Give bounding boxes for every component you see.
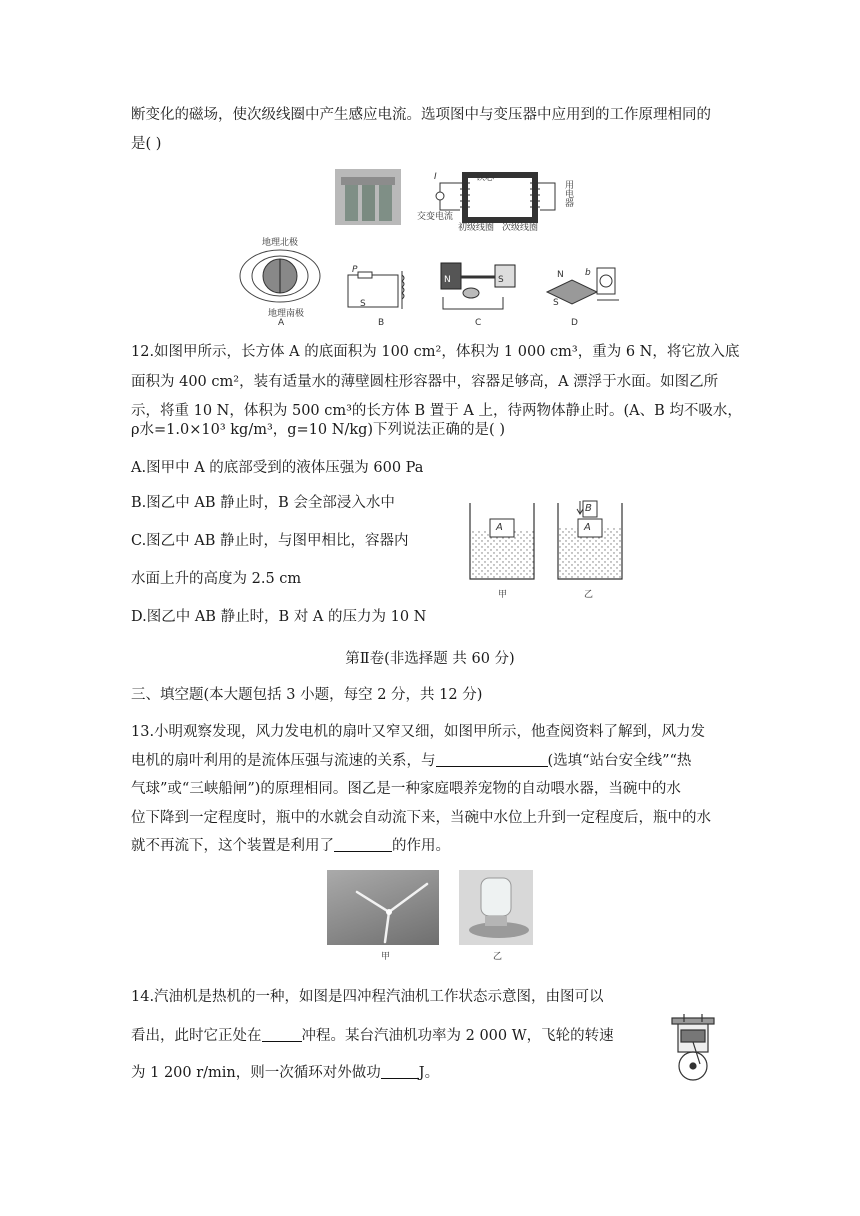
q14-line-2-start: 看出，此时它正处在 <box>131 1028 262 1044</box>
q13-caption-yi: 乙 <box>493 952 503 962</box>
q12-line-3: 示，将重 10 N，体积为 500 cm³的长方体 B 置于 A 上，待两物体静止时。(A、B 均不吸水， <box>131 403 742 419</box>
option-c-motor-diagram <box>433 255 523 317</box>
q12-caption-jia: 甲 <box>498 590 508 600</box>
primary-coil-label: 初级线圈 <box>458 223 495 233</box>
option-c-s-label: S <box>498 275 504 285</box>
option-d-generator-diagram <box>537 262 627 317</box>
option-b-label: B <box>378 318 385 328</box>
option-d-s-label: S <box>553 298 559 308</box>
q12-option-d: D.图乙中 AB 静止时，B 对 A 的压力为 10 N <box>131 609 427 625</box>
q14-line-2 <box>131 1026 614 1046</box>
iron-core-label: 铁芯 <box>476 173 495 183</box>
option-b-s-label: S <box>360 299 366 309</box>
current-i-label: I <box>434 172 437 182</box>
q12-line-1: 12.如图甲所示，长方体 A 的底面积为 100 cm²，体积为 1 000 cm³，重为 6 N，将它放入底 <box>131 344 740 360</box>
q14-line-3-end: J。 <box>418 1065 440 1081</box>
wind-turbine-drawing <box>327 870 439 945</box>
q12-containers-diagram <box>468 497 628 585</box>
q13-blank-2[interactable] <box>334 837 392 852</box>
section3-title: 三、填空题(本大题包括 3 小题，每空 2 分，共 12 分) <box>131 687 483 703</box>
option-b-p-label: P <box>352 265 358 275</box>
block-b-label: B <box>585 503 592 514</box>
q13-line-2-end: (选填“站台安全线”“热 <box>547 753 692 769</box>
q13-line-3: 气球”或“三峡船闸”)的原理相同。图乙是一种家庭喂养宠物的自动喂水器，当碗中的水 <box>131 781 681 797</box>
option-a-label: A <box>278 318 285 328</box>
secondary-coil-label: 次级线圈 <box>502 223 539 233</box>
q13-line-5-start: 就不再流下，这个装置是利用了 <box>131 838 334 854</box>
gasoline-engine-diagram <box>664 1012 722 1084</box>
q12-option-c-line-2: 水面上升的高度为 2.5 cm <box>131 571 302 587</box>
q13-line-5 <box>131 836 450 856</box>
option-d-b-label: b <box>585 268 591 278</box>
q11-line-2: 是( ) <box>131 136 162 152</box>
option-c-label: C <box>475 318 482 328</box>
wind-turbine-photo <box>327 870 439 945</box>
q12-option-c-line-1: C.图乙中 AB 静止时，与图甲相比，容器内 <box>131 533 409 549</box>
option-d-label: D <box>571 318 578 328</box>
transformer-photo <box>335 169 401 225</box>
block-a-label-jia: A <box>496 522 503 533</box>
pet-waterer-photo <box>459 870 533 945</box>
geo-south-label: 地理南极 <box>268 309 305 319</box>
block-a-label-yi: A <box>584 522 591 533</box>
q13-line-4: 位下降到一定程度时，瓶中的水就会自动流下来，当碗中水位上升到一定程度后，瓶中的水 <box>131 810 711 826</box>
q13-line-5-end: 的作用。 <box>392 838 450 854</box>
q14-line-3-start: 为 1 200 r/min，则一次循环对外做功 <box>131 1065 381 1081</box>
q12-line-2: 面积为 400 cm²，装有适量水的薄壁圆柱形容器中，容器足够高，A 漂浮于水面。如图乙所 <box>131 374 719 390</box>
q12-line-4: ρ水=1.0×10³ kg/m³，g=10 N/kg)下列说法正确的是( ) <box>131 422 505 438</box>
geo-north-label: 地理北极 <box>262 238 299 248</box>
q11-line-1: 断变化的磁场，使次级线圈中产生感应电流。选项图中与变压器中应用到的工作原理相同的 <box>131 107 711 123</box>
q14-blank-1[interactable] <box>262 1027 302 1042</box>
q13-line-2-start: 电机的扇叶利用的是流体压强与流速的关系，与 <box>131 753 436 769</box>
option-c-n-label: N <box>444 275 451 285</box>
q14-line-2-end: 冲程。某台汽油机功率为 2 000 W，飞轮的转速 <box>301 1028 614 1044</box>
ac-current-label: 交变电流 <box>417 212 454 222</box>
appliance-label: 用电器 <box>563 180 573 207</box>
q13-blank-1[interactable] <box>436 752 548 767</box>
q13-line-1: 13.小明观察发现，风力发电机的扇叶又窄又细，如图甲所示，他查阅资料了解到，风力发 <box>131 724 706 740</box>
transformer-diagram <box>415 165 580 235</box>
q14-blank-2[interactable] <box>381 1064 419 1079</box>
pet-waterer-drawing <box>459 870 533 945</box>
q12-caption-yi: 乙 <box>584 590 594 600</box>
q12-option-b: B.图乙中 AB 静止时，B 会全部浸入水中 <box>131 495 395 511</box>
q13-caption-jia: 甲 <box>381 952 391 962</box>
q14-line-3 <box>131 1063 439 1083</box>
q12-option-a: A.图甲中 A 的底部受到的液体压强为 600 Pa <box>131 460 424 476</box>
option-d-n-label: N <box>557 270 564 280</box>
part2-title: 第Ⅱ卷(非选择题 共 60 分) <box>345 651 515 667</box>
q14-line-1: 14.汽油机是热机的一种，如图是四冲程汽油机工作状态示意图，由图可以 <box>131 989 604 1005</box>
transformer-photo-drawing <box>335 169 401 225</box>
q13-line-2 <box>131 751 691 771</box>
